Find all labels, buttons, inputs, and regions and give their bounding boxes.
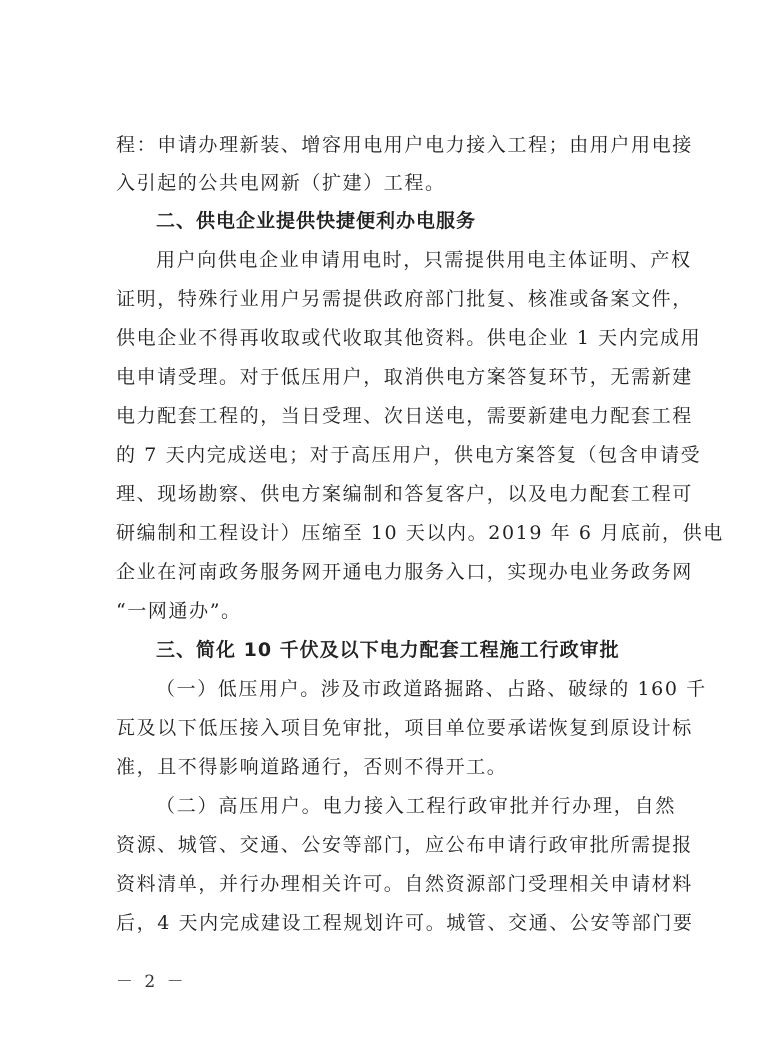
text-line: （二）高压用户。电力接入工程行政审批并行办理，自然 [156,795,676,817]
text-line: 资料清单，并行办理相关许可。自然资源部门受理相关申请材料 [116,873,693,895]
page-number: － 2 － [116,972,187,992]
text-line: 研编制和工程设计）压缩至 10 天以内。2019 年 6 月底前，供电 [116,522,724,544]
text-line: 证明，特殊行业用户另需提供政府部门批复、核准或备案文件， [116,288,693,310]
text-line: 供电企业不得再收取或代收取其他资料。供电企业 1 天内完成用 [116,327,702,349]
text-line: 理、现场勘察、供电方案编制和答复客户，以及电力配套工程可 [116,483,693,505]
text-line: 后，4 天内完成建设工程规划许可。城管、交通、公安等部门要 [116,912,694,934]
section-heading: 二、供电企业提供快捷便利办电服务 [156,210,477,232]
text-line: 瓦及以下低压接入项目免审批，项目单位要承诺恢复到原设计标 [116,717,693,739]
text-line: 电力配套工程的，当日受理、次日送电，需要新建电力配套工程 [116,405,693,427]
text-line: “一网通办”。 [116,600,242,622]
text-line: 准，且不得影响道路通行，否则不得开工。 [116,756,508,778]
text-line: 程：申请办理新装、增容用电用户电力接入工程；由用户用电接 [116,134,693,156]
text-line: 用户向供电企业申请用电时，只需提供用电主体证明、产权 [156,249,692,271]
text-line: 入引起的公共电网新（扩建）工程。 [116,172,446,194]
text-line: 电申请受理。对于低压用户，取消供电方案答复环节，无需新建 [116,366,693,388]
text-line: 企业在河南政务服务网开通电力服务入口，实现办电业务政务网 [116,561,693,583]
text-line: （一）低压用户。涉及市政道路掘路、占路、破绿的 160 千 [156,678,707,700]
text-line: 资源、城管、交通、公安等部门，应公布申请行政审批所需提报 [116,834,693,856]
text-line: 的 7 天内完成送电；对于高压用户，供电方案答复（包含申请受 [116,444,702,466]
section-heading: 三、简化 10 千伏及以下电力配套工程施工行政审批 [156,639,620,661]
